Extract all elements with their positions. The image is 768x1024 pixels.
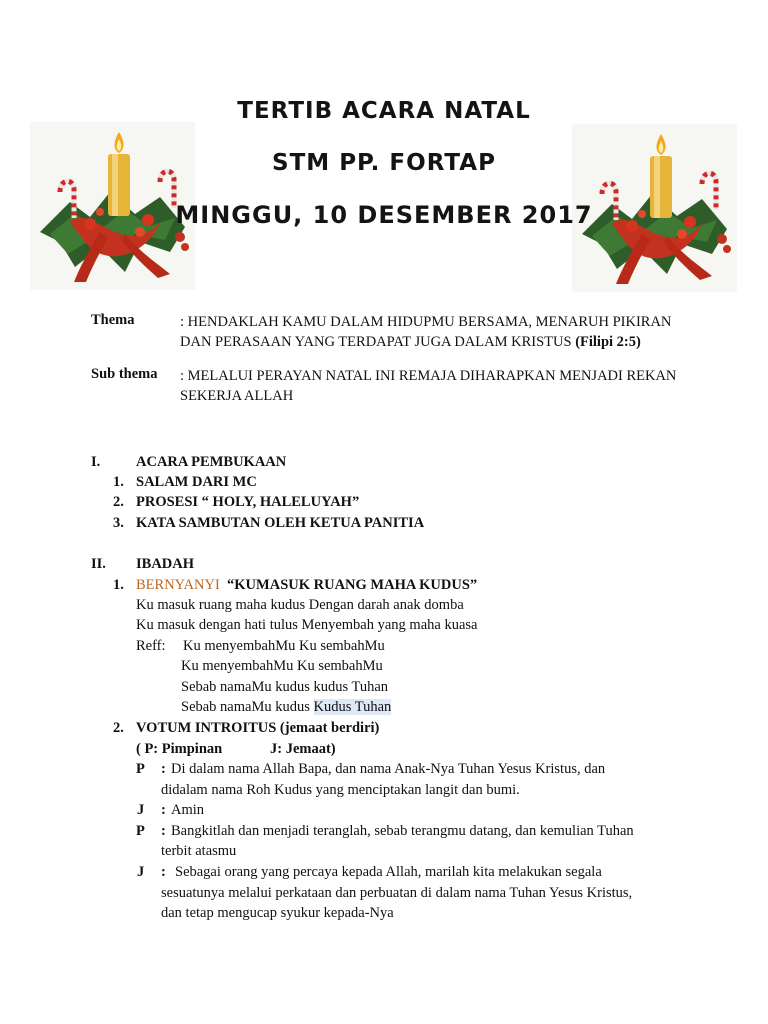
theme-text-line2-body: DAN PERASAAN YANG TERDAPAT JUGA DALAM KRISTUS	[180, 334, 576, 350]
speaker-colon: :	[161, 761, 166, 777]
dialog3-line1: Bangkitlah dan menjadi teranglah, sebab terangmu datang, dan kemulian Tuhan	[171, 823, 634, 839]
reff-label: Reff:	[136, 638, 166, 654]
subtheme-label: Sub thema	[91, 366, 158, 382]
theme-text-line1: : HENDAKLAH KAMU DALAM HIDUPMU BERSAMA, MENARUH PIKIRAN	[180, 314, 672, 330]
section2-title: IBADAH	[136, 556, 195, 572]
legend-pimpinan: ( P: Pimpinan	[136, 741, 223, 757]
page-title: TERTIB ACARA NATAL	[237, 98, 531, 124]
song-title: “KUMASUK RUANG MAHA KUDUS”	[227, 577, 478, 593]
theme-text-line2	[180, 332, 680, 352]
song-heading	[136, 575, 477, 595]
section1-item2-number: 2.	[113, 494, 124, 510]
reff-line4-start: Sebab namaMu kudus	[181, 699, 314, 715]
section1-item3: KATA SAMBUTAN OLEH KETUA PANITIA	[136, 515, 425, 531]
theme-label: Thema	[91, 312, 135, 328]
speaker-p: P	[136, 823, 145, 839]
subtheme-text	[180, 366, 680, 406]
speaker-j: J	[137, 802, 145, 818]
reff-line1: Ku menyembahMu Ku sembahMu	[183, 638, 385, 654]
section1-item1: SALAM DARI MC	[136, 474, 257, 490]
song-prefix: BERNYANYI	[136, 577, 220, 593]
highlighted-text: Kudus Tuhan	[313, 699, 392, 715]
speaker-p: P	[136, 761, 145, 777]
lyrics-line2: Ku masuk dengan hati tulus Menyembah yang maha kuasa	[136, 617, 478, 633]
dialog1-line2: didalam nama Roh Kudus yang menciptakan langit dan bumi.	[161, 782, 520, 798]
reff-line3: Sebab namaMu kudus kudus Tuhan	[181, 679, 389, 695]
speaker-colon: :	[161, 823, 166, 839]
votum-title: VOTUM INTROITUS (jemaat berdiri)	[136, 720, 380, 736]
section1-item1-number: 1.	[113, 474, 124, 490]
section2-numeral: II.	[91, 556, 106, 572]
dialog4-line2: sesuatunya melalui perkataan dan perbuatan di dalam nama Tuhan Yesus Kristus,	[161, 885, 633, 901]
section2-item2-number: 2.	[113, 720, 124, 736]
legend-jemaat: J: Jemaat)	[270, 741, 336, 757]
speaker-colon: :	[161, 802, 166, 818]
organization-title: STM PP. FORTAP	[272, 150, 496, 176]
lyrics-line1: Ku masuk ruang maha kudus Dengan darah anak domba	[136, 597, 464, 613]
subtheme-text-line2: SEKERJA ALLAH	[180, 388, 294, 404]
section1-numeral: I.	[91, 454, 101, 470]
reff-line4	[181, 697, 391, 717]
section1-item2: PROSESI “ HOLY, HALELUYAH”	[136, 494, 360, 510]
dialog2-line1: Amin	[171, 802, 205, 818]
dialog4-line1: Sebagai orang yang percaya kepada Allah, marilah kita melakukan segala	[175, 864, 602, 880]
date-title: MINGGU, 10 DESEMBER 2017	[175, 201, 593, 229]
theme-reference: (Filipi 2:5)	[575, 334, 641, 350]
dialog1-line1: Di dalam nama Allah Bapa, dan nama Anak-Nya Tuhan Yesus Kristus, dan	[171, 761, 606, 777]
section1-item3-number: 3.	[113, 515, 124, 531]
dialog4-line3: dan tetap mengucap syukur kepada-Nya	[161, 905, 394, 921]
reff-line2: Ku menyembahMu Ku sembahMu	[181, 658, 383, 674]
subtheme-text-line1: : MELALUI PERAYAN NATAL INI REMAJA DIHARAPKAN MENJADI REKAN	[180, 368, 677, 384]
section1-title: ACARA PEMBUKAAN	[136, 454, 287, 470]
speaker-colon: :	[161, 864, 166, 880]
section2-item1-number: 1.	[113, 577, 124, 593]
dialog3-line2: terbit atasmu	[161, 843, 237, 859]
theme-text	[180, 312, 680, 352]
speaker-j: J	[137, 864, 145, 880]
